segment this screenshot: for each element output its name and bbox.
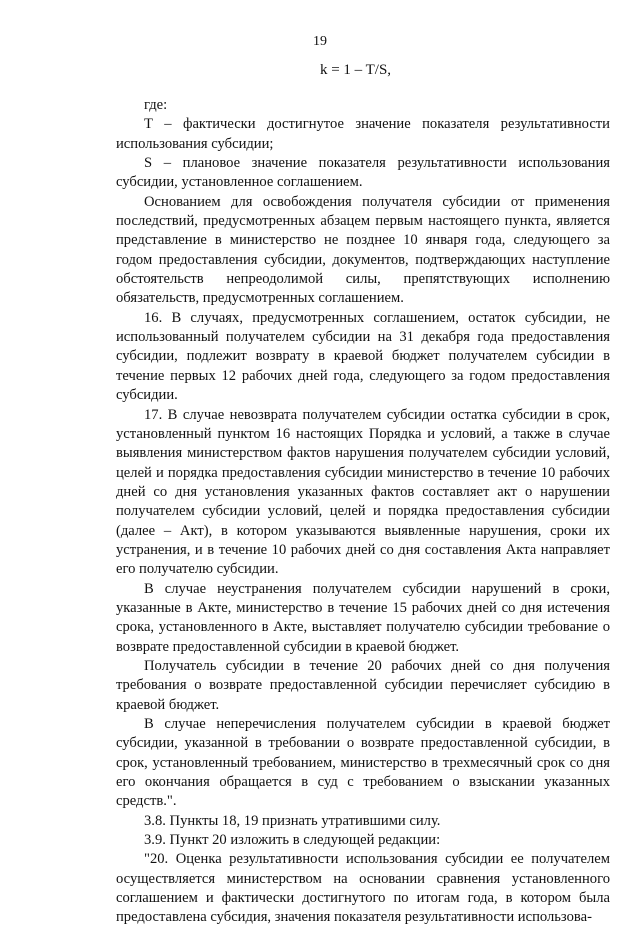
paragraph-s-definition: S – плановое значение показателя результативности использования субсидии, установленное соглашением. [116,155,610,191]
paragraph-3-9: 3.9. Пункт 20 изложить в следующей редакции: [144,832,441,849]
paragraph-non-transfer: В случае неперечисления получателем субсидии в краевой бюджет субсидии, указанной в требовании о возврате предоставленной субсидии, в срок, установленный требованием, министерство в трехмесячный срок со дня его окончания обращается в суд с требованием о взыскании указанных средств.". [116,716,610,810]
paragraph-t-definition: Т – фактически достигнутое значение показателя результативности использования субсидии; [116,116,610,152]
paragraph-item-17: 17. В случае невозврата получателем субсидии остатка субсидии в срок, установленный пунктом 16 настоящих Порядка и условий, а также в случае выявления министерством фактов нарушения получателем субсидии условий, целей и порядка предоставления субсидии министерство в течение 10 рабочих дней со дня установления указанных фактов составляет акт о нарушении получателем субсидии условий, целей и порядка предоставления субсидии (далее – Акт), в котором указываются выявленные нарушения, сроки их устранения, и в течение 10 рабочих дней со дня составления Акта направляет его получателю субсидии. [116,406,610,578]
paragraph-exemption-basis: Основанием для освобождения получателя субсидии от применения последствий, предусмотренных абзацем первым настоящего пункта, является представление в министерство не позднее 10 января года, следующего за годом предоставления субсидии, документов, подтверждающих наступление обстоятельств непреодолимой силы, препятствующих исполнению обязательств, предусмотренных соглашением. [116,193,610,307]
paragraph-non-elimination: В случае неустранения получателем субсидии нарушений в сроки, указанные в Акте, министерство в течение 15 рабочих дней со дня истечения срока, установленного в Акте, выставляет получателю субсидии требование о возврате предоставленной субсидии в краевой бюджет. [116,580,610,655]
paragraph-transfer: Получатель субсидии в течение 20 рабочих дней со дня получения требования о возврате предоставленной субсидии перечисляет субсидию в краевой бюджет. [116,657,610,713]
paragraph-item-16: 16. В случаях, предусмотренных соглашением, остаток субсидии, не использованный получателем субсидии на 31 декабря года предоставления субсидии, подлежит возврату в краевой бюджет получателем субсидии в течение первых 12 рабочих дней года, следующего за годом предоставления субсидии. [116,309,610,404]
paragraph-where: где: [144,97,168,113]
paragraph-3-8: 3.8. Пункты 18, 19 признать утратившими силу. [144,812,441,829]
document-body [116,96,610,928]
paragraph-item-20: "20. Оценка результативности использования субсидии ее получателем осуществляется министерством на основании сравнения установленного соглашением и фактически достигнутого по итогам года, в котором была предоставлена субсидия, значения показателя результативности использова- [116,851,610,926]
page-number: 19 [313,34,327,49]
formula: k = 1 – T/S, [319,62,392,78]
